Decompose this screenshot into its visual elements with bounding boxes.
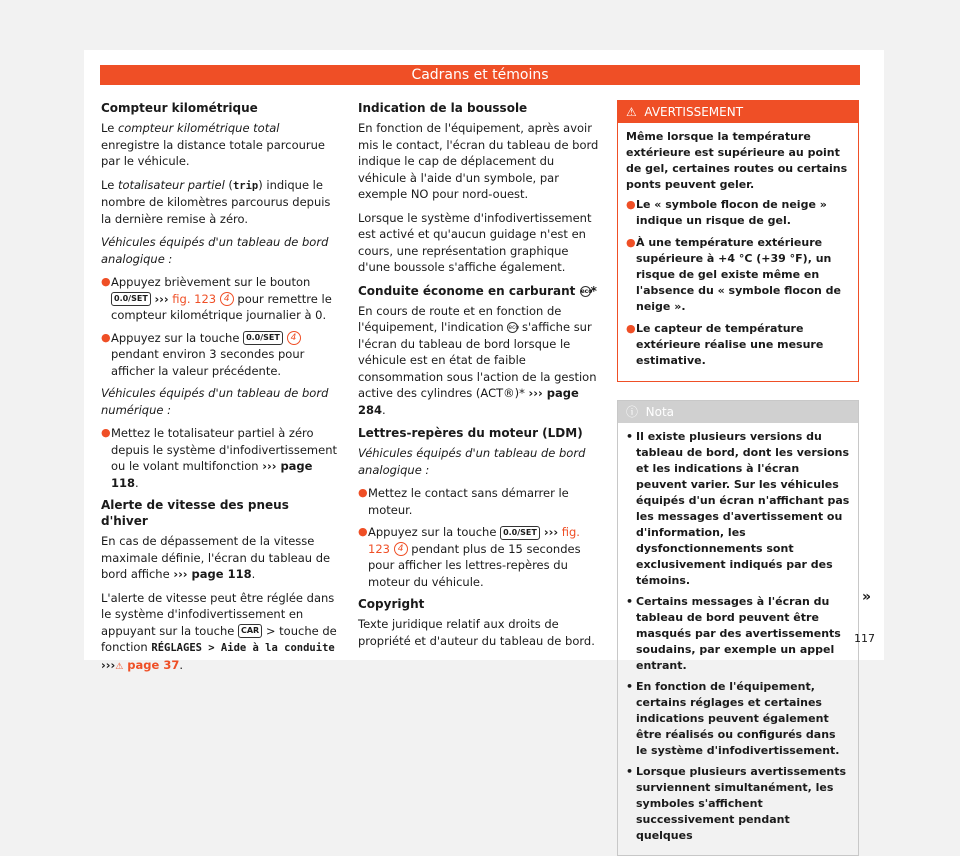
- warning-text: Même lorsque la température extérieure est supérieure au point de gel, certaines routes ou certains ponts peuvent geler.: [626, 130, 848, 191]
- list-item: ● Le capteur de température extérieure réalise une mesure estimative.: [626, 322, 824, 367]
- heading-eco: Conduite économe en carburant eco*: [358, 283, 597, 298]
- list-item: ● Mettez le contact sans démarrer le moteur.: [358, 486, 569, 517]
- page-link[interactable]: page 37: [123, 657, 180, 672]
- bullet-icon: •: [626, 430, 634, 443]
- eco-icon: eco: [580, 287, 593, 295]
- list-item: • Il existe plusieurs versions du tableau de bord, dont les versions et les indications à l'écran peuvent varier. Sur les véhicules équipés d'un écran n'affichant pas les messages d'avertissement ou d'information, les dysfonctionnements sont exclusivement indiqués par des témoins.: [626, 430, 850, 587]
- bullet-icon: ●: [358, 486, 368, 499]
- callout-number-icon: 4: [394, 542, 408, 556]
- note-body: [618, 423, 858, 855]
- column-2: [358, 100, 602, 656]
- figure-link[interactable]: fig. 123: [168, 291, 220, 306]
- list-item: ● Appuyez sur la touche 0.0/SET 4 pendant environ 3 secondes pour afficher la valeur précédente.: [101, 330, 305, 378]
- paragraph-copyright: Texte juridique relatif aux droits de propriété et d'auteur du tableau de bord.: [358, 617, 595, 648]
- bullet-icon: ●: [101, 330, 111, 344]
- page-link[interactable]: ››› page 284: [358, 386, 579, 417]
- column-1: [101, 100, 337, 682]
- eco-icon: eco: [508, 324, 520, 331]
- list-item: ● À une température extérieure supérieure à +4 °C (+39 °F), un risque de gel existe même en l'absence du « symbole flocon de neige ».: [626, 236, 842, 313]
- warning-triangle-icon: ⚠: [626, 105, 637, 119]
- continue-icon: »: [862, 589, 872, 605]
- list-item: • Certains messages à l'écran du tableau de bord peuvent être masqués par des avertissements soudains, par exemple un appel entrant.: [626, 595, 841, 672]
- warning-header: ⚠ AVERTISSEMENT: [618, 101, 858, 123]
- caption-ldm: Véhicules équipés d'un tableau de bord analogique :: [358, 446, 586, 477]
- reset-key-icon: 0.0/SET: [500, 526, 540, 540]
- page-number: 117: [854, 632, 875, 645]
- bullet-icon: •: [626, 765, 634, 778]
- heading-winter-speed: Alerte de vitesse des pneus d'hiver: [101, 498, 289, 528]
- list-item: ● Le « symbole flocon de neige » indique un risque de gel.: [626, 198, 827, 227]
- heading-copyright: Copyright: [358, 597, 425, 611]
- paragraph-odometer-total: Le compteur kilométrique total enregistre la distance totale parcourue par le véhicule.: [101, 121, 325, 168]
- list-item: ● Mettez le totalisateur partiel à zéro depuis le système d'infodivertissement ou le volant multifonction ››› page 118.: [101, 426, 338, 490]
- paragraph-winter-display: En cas de dépassement de la vitesse maximale définie, l'écran du tableau de bord affiche ››› page 118.: [101, 534, 331, 581]
- caption-analog: Véhicules équipés d'un tableau de bord analogique :: [101, 235, 329, 266]
- callout-number-icon: 4: [220, 292, 234, 306]
- caption-digital: Véhicules équipés d'un tableau de bord numérique :: [101, 386, 329, 417]
- bullet-icon: •: [626, 680, 634, 693]
- bullet-icon: ●: [626, 236, 636, 249]
- warning-body: [618, 123, 858, 381]
- list-item: • En fonction de l'équipement, certains réglages et certaines indications peuvent également être réalisés ou configurés dans le système d'infodivertissement.: [626, 680, 840, 757]
- paragraph-compass-2: Lorsque le système d'infodivertissement est activé et qu'aucun guidage n'est en cours, une représentation graphique d'une boussole s'affiche également.: [358, 210, 592, 274]
- list-item: ● Appuyez sur la touche 0.0/SET ››› fig. 123 4 pendant plus de 15 secondes pour afficher les lettres-repères du moteur du véhicule.: [358, 525, 581, 589]
- bullet-icon: ●: [101, 426, 111, 439]
- info-icon: ⓘ: [626, 405, 639, 419]
- paragraph-winter-settings: L'alerte de vitesse peut être réglée dans le système d'infodivertissement en appuyant sur la touche CAR > touche de fonction RÉGLAGES > Aide à la conduite ›››⚠ page 37.: [101, 590, 337, 672]
- bullet-icon: •: [626, 595, 634, 608]
- paragraph-eco: En cours de route et en fonction de l'équipement, l'indication eco s'affiche sur l'écran du tableau de bord lorsque le véhicule est en état de faible consommation sous l'action de la gestion active des cylindres (ACT®)* ››› page 284.: [358, 303, 597, 417]
- column-3: [617, 100, 859, 856]
- bullet-icon: ●: [626, 322, 636, 335]
- figure-link[interactable]: fig. 123: [368, 525, 580, 556]
- bullet-icon: ●: [358, 525, 368, 538]
- note-box: [617, 400, 859, 856]
- reset-key-icon: 0.0/SET: [243, 331, 283, 345]
- heading-compass: Indication de la boussole: [358, 101, 528, 115]
- paragraph-compass-1: En fonction de l'équipement, après avoir mis le contact, l'écran du tableau de bord indique le cap de déplacement du véhicule à l'aide d'un symbole, par exemple NO pour nord-ouest.: [358, 121, 599, 201]
- heading-ldm: Lettres-repères du moteur (LDM): [358, 426, 583, 440]
- section-header: Cadrans et témoins: [100, 65, 860, 85]
- car-warning-icon: ⚠: [115, 661, 124, 672]
- warning-box: [617, 100, 859, 382]
- bullet-icon: ●: [626, 198, 636, 211]
- heading-odometer: Compteur kilométrique: [101, 101, 258, 115]
- list-item: ● Appuyez brièvement sur le bouton 0.0/SET ››› fig. 123 4 pour remettre le compteur kilométrique journalier à 0.: [101, 275, 332, 322]
- page-link[interactable]: ››› page 118: [173, 567, 252, 581]
- reset-key-icon: 0.0/SET: [111, 292, 151, 306]
- paragraph-trip: Le totalisateur partiel (trip) indique le nombre de kilomètres parcourus depuis la dernière remise à zéro.: [101, 177, 331, 226]
- page-link[interactable]: ››› page 118: [111, 459, 313, 490]
- bullet-icon: ●: [101, 275, 111, 288]
- car-key-icon: CAR: [238, 624, 262, 638]
- list-item: • Lorsque plusieurs avertissements surviennent simultanément, les symboles s'affichent successivement pendant quelques: [626, 765, 847, 842]
- callout-number-icon: 4: [287, 331, 301, 345]
- note-header: ⓘ Nota: [618, 401, 858, 423]
